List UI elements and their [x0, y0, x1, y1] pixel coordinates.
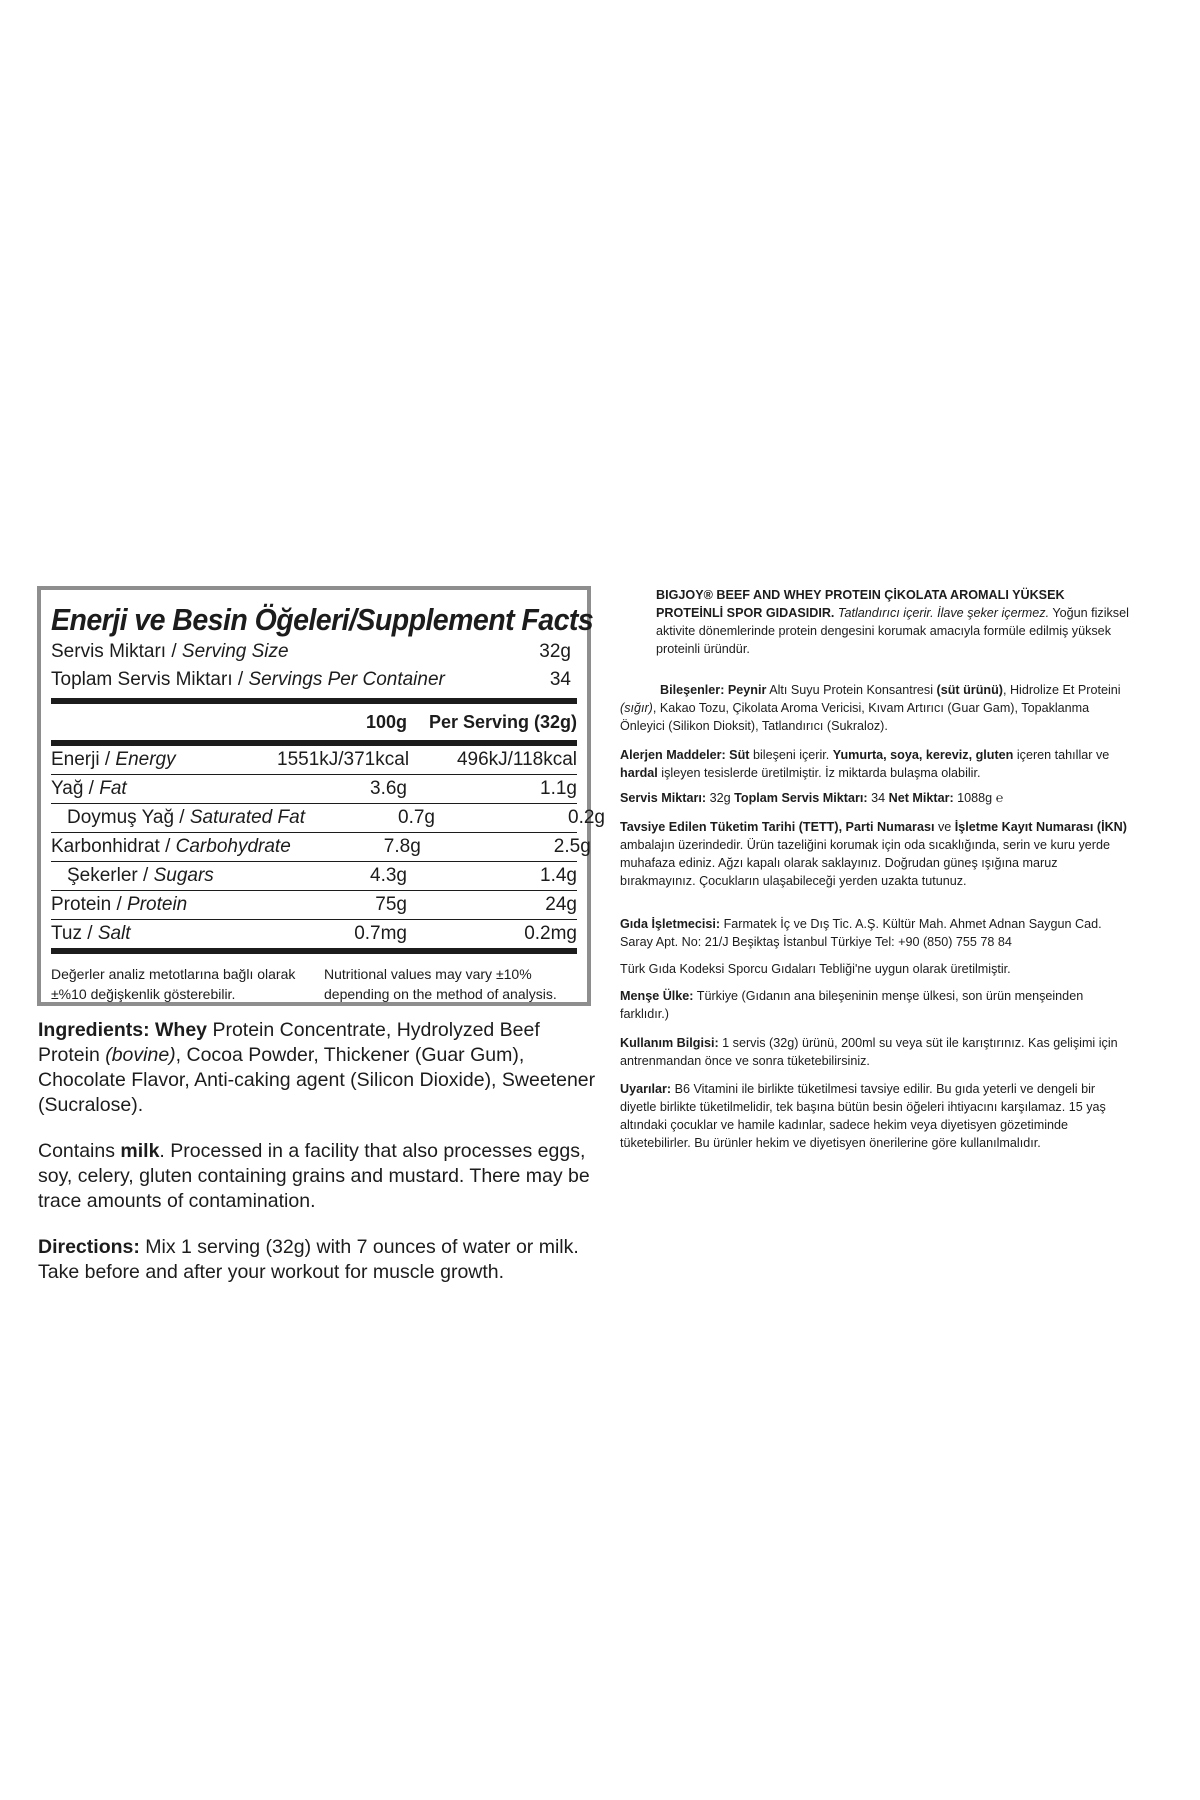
tr-beef: (sığır) [620, 701, 653, 715]
tr-title: BIGJOY® BEEF AND WHEY PROTEIN ÇİKOLATA AROMALI YÜKSEK PROTEİNLİ SPOR GIDASIDIR. [656, 588, 1065, 620]
value-per-serving: 496kJ/118kcal [456, 749, 577, 770]
tr-warnings-label: Uyarılar: [620, 1082, 672, 1096]
tr-allergen-text: bileşeni içerir. [749, 748, 833, 762]
value-per-100g: 4.3g [370, 865, 407, 886]
nutrient-name-tr: Protein / [51, 894, 122, 915]
nutrient-name-en: Carbohydrate [175, 836, 291, 857]
contains-text: Contains [38, 1140, 121, 1162]
value-per-serving: 1.1g [540, 778, 577, 799]
value-per-100g: 75g [375, 894, 407, 915]
value-per-100g: 0.7g [398, 807, 435, 828]
ingredients-bovine: (bovine) [105, 1044, 176, 1066]
tr-origin [620, 987, 1130, 1023]
value-per-serving: 1.4g [540, 865, 577, 886]
tr-usage [620, 1034, 1130, 1070]
value-per-100g: 3.6g [370, 778, 407, 799]
column-header [51, 704, 577, 740]
ingredients-text: , Cocoa Powder, Thickener (Guar Gum), Chocolate Flavor, Anti-caking agent (Silicon Dioxide), Sweetener (Sucralose). [38, 1044, 596, 1116]
column-100g: 100g [365, 712, 407, 732]
servings-label-en: Servings Per Container [248, 669, 445, 690]
tr-operator-label: Gıda İşletmecisi: [620, 917, 721, 931]
nutrient-name-tr: Karbonhidrat / [51, 836, 171, 857]
note-en: Nutritional values may vary ±10% depending on the method of analysis. [324, 966, 557, 1002]
ingredients-en [38, 1018, 598, 1118]
nutrient-row-energy [51, 746, 577, 775]
tr-warnings-text: B6 Vitamini ile birlikte tüketilmesi tavsiye edilir. Bu gıda yeterli ve dengeli bir diyetle birlikte tüketilmelidir, tek başına bütün besin öğeleri ihtiyacını karşılamaz. 15 yaş altındaki çocuklar ve hamile kadınlar, sadece hekim veya diyetisyen gözetiminde tüketebilirler. Bu ürünler hekim ve diyetisyen önerilerine göre kullanılmalıdır. [620, 1082, 1106, 1150]
tr-origin-text: Türkiye (Gıdanın ana bileşeninin menşe ülkesi, son ürün menşeinden farklıdır.) [620, 989, 1084, 1021]
tr-storage [620, 818, 1130, 890]
nutrient-row-saturated-fat [51, 804, 605, 833]
variance-notes [51, 964, 577, 1004]
serving-size-row [51, 638, 577, 666]
nutrient-name-en: Protein [127, 894, 188, 915]
serving-size-label-en: Serving Size [181, 641, 289, 662]
tr-title-text: Yoğun fiziksel aktivite dönemlerinde protein dengesini korumak amacıyla formüle edilmiş yüksek proteinli üründür. [656, 606, 1129, 656]
nutrient-row-protein [51, 891, 577, 920]
serving-size-value: 32g [539, 641, 571, 662]
tr-usage-label: Kullanım Bilgisi: [620, 1036, 719, 1050]
contains-text: . Processed in a facility that also processes eggs, soy, celery, gluten containing grains and mustard. There may be trace amounts of contamination. [38, 1140, 590, 1212]
tr-total-label: Toplam Servis Miktarı: [734, 791, 868, 805]
value-per-serving: 24g [545, 894, 577, 915]
tr-sweetener: Tatlandırıcı içerir. İlave şeker içermez. [834, 606, 1050, 620]
tr-net-label: Net Miktar: [888, 791, 954, 805]
tr-serving-line [620, 789, 1130, 807]
directions-en [38, 1235, 598, 1285]
tr-product-title [620, 586, 1130, 658]
nutrient-row-carbohydrate [51, 833, 591, 862]
nutrient-name-en: Energy [115, 749, 176, 770]
value-per-100g: 1551kJ/371kcal [277, 749, 410, 770]
tr-allergens [620, 746, 1130, 782]
nutrient-table [51, 746, 605, 948]
tr-storage-text: ambalajın üzerindedir. Ürün tazeliğini korumak için oda sıcaklığında, serin ve kuru yerde muhafaza ediniz. Ağzı kapalı olarak saklayınız. Doğrudan güneş ışığına maruz bırakmayınız. Çocukların ulaşabileceği yerden uzakta tutunuz. [620, 838, 1111, 888]
tr-serving-value: 32g [706, 791, 735, 805]
tr-ikn-label: İşletme Kayıt Numarası (İKN) [954, 820, 1127, 834]
servings-value: 34 [549, 669, 571, 690]
ingredients-text: Protein Concentrate, Hydrolyzed Beef Protein [38, 1019, 540, 1066]
note-tr: Değerler analiz metotlarına bağlı olarak ±%10 değişkenlik gösterebilir. [51, 966, 296, 1002]
tr-allergen-list: Yumurta, soya, kereviz, gluten [832, 748, 1014, 762]
tr-ingredients-label: Bileşenler: Peynir [660, 683, 767, 697]
tr-milk: (süt ürünü) [936, 683, 1003, 697]
nutrient-row-sugars [51, 862, 577, 891]
nutrient-row-salt [51, 920, 577, 948]
tr-codex [620, 960, 1130, 978]
nutrient-name-en: Fat [99, 778, 127, 799]
tr-operator-text: Farmatek İç ve Dış Tic. A.Ş. Kültür Mah. Ahmet Adnan Saygun Cad. Saray Apt. No: 21/J Beşiktaş İstanbul Türkiye Tel: +90 (850) 755 78 84 [620, 917, 1102, 949]
tr-warnings [620, 1080, 1130, 1152]
nutrient-row-fat [51, 775, 577, 804]
nutrient-name-tr: Şekerler / [67, 865, 149, 886]
tr-allergen-milk: Süt [725, 748, 750, 762]
tr-allergen-label: Alerjen Maddeler: [620, 748, 726, 762]
nutrient-name-en: Sugars [153, 865, 214, 886]
directions-text: Mix 1 serving (32g) with 7 ounces of water or milk. Take before and after your workout for muscle growth. [38, 1236, 579, 1283]
value-per-serving: 0.2g [568, 807, 605, 828]
value-per-serving: 0.2mg [524, 923, 577, 944]
tr-allergen-text: içeren tahıllar ve [1013, 748, 1110, 762]
serving-size-label-tr: Servis Miktarı / [51, 641, 177, 662]
value-per-serving: 2.5g [553, 836, 591, 857]
nutrient-name-tr: Doymuş Yağ / [67, 807, 185, 828]
contains-milk: milk [120, 1140, 160, 1162]
tr-ingredients-text: Altı Suyu Protein Konsantresi [766, 683, 937, 697]
contains-en [38, 1139, 598, 1214]
nutrient-name-tr: Enerji / [51, 749, 111, 770]
tr-total-value: 34 [867, 791, 889, 805]
value-per-100g: 7.8g [383, 836, 421, 857]
ingredients-label: Ingredients: [38, 1019, 150, 1041]
thick-divider [51, 948, 577, 954]
ingredients-whey: Whey [155, 1019, 208, 1041]
nutrient-name-tr: Tuz / [51, 923, 93, 944]
tr-ingredients-text: , Kakao Tozu, Çikolata Aroma Vericisi, Kıvam Artırıcı (Guar Gam), Topaklanma Önleyici (Silikon Dioksit), Tatlandırıcı (Sukraloz). [620, 701, 1090, 733]
tr-tett-and: ve [934, 820, 955, 834]
column-per-serving: Per Serving (32g) [428, 712, 577, 732]
value-per-100g: 0.7mg [354, 923, 407, 944]
nutrient-name-en: Salt [97, 923, 131, 944]
tr-allergen-text: işleyen tesislerde üretilmiştir. İz miktarda bulaşma olabilir. [657, 766, 981, 780]
servings-label-tr: Toplam Servis Miktarı / [51, 669, 244, 690]
tr-origin-label: Menşe Ülke: [620, 989, 694, 1003]
tr-allergen-mustard: hardal [620, 766, 658, 780]
servings-per-container-row [51, 666, 577, 694]
directions-label: Directions: [38, 1236, 140, 1258]
nutrient-name-en: Saturated Fat [189, 807, 305, 828]
tr-net-value: 1088g ℮ [953, 791, 1004, 805]
facts-title: Enerji ve Besin Öğeleri/Supplement Facts [51, 602, 594, 637]
nutrient-name-tr: Yağ / [51, 778, 94, 799]
supplement-facts-panel [37, 586, 605, 1006]
tr-codex-text: Türk Gıda Kodeksi Sporcu Gıdaları Tebliği'ne uygun olarak üretilmiştir. [620, 962, 1011, 976]
tr-ingredients-text: , Hidrolize Et Proteini [1002, 683, 1121, 697]
tr-usage-text: 1 servis (32g) ürünü, 200ml su veya süt ile karıştırınız. Kas gelişimi için antrenmandan önce ve sonra tüketebilirsiniz. [620, 1036, 1118, 1068]
tr-ingredients [620, 681, 1130, 735]
tr-serving-label: Servis Miktarı: [620, 791, 707, 805]
tr-tett-label: Tavsiye Edilen Tüketim Tarihi (TETT), Parti Numarası [620, 820, 935, 834]
tr-operator [620, 915, 1130, 951]
